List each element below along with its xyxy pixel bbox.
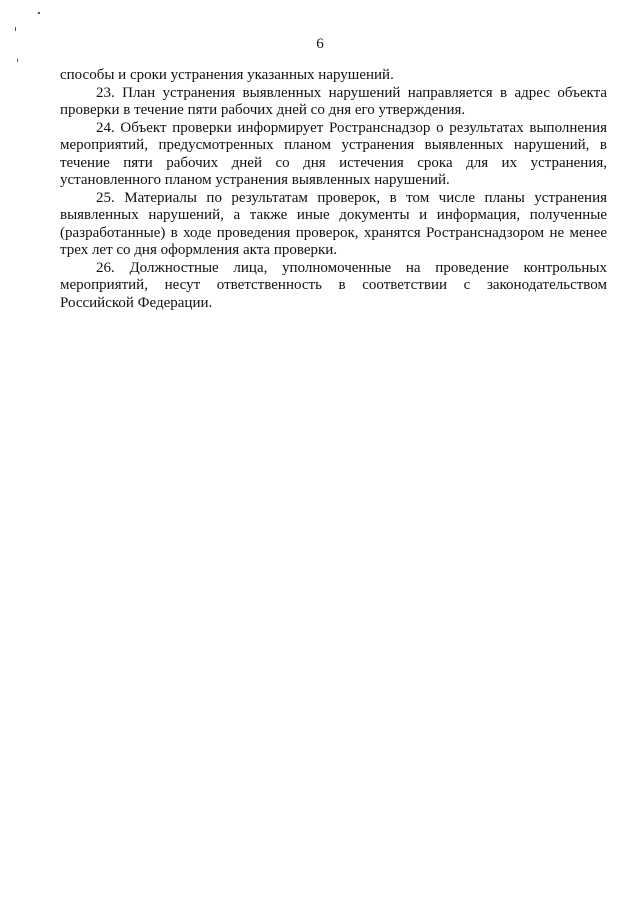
paragraph-continuation: способы и сроки устранения указанных нарушений. [60, 67, 394, 83]
paragraph-25: 25. Материалы по результатам проверок, в том числе планы устранения выявленных нарушений, а также иные документы и информация, полученные (разработанные) в ходе проведения проверок, хранятся Ространснадзором не менее трех лет со дня оформления акта проверки. [60, 189, 607, 258]
scan-artifact-mark [17, 59, 18, 62]
paragraph-24: 24. Объект проверки информирует Ространснадзор о результатах выполнения мероприятий, предусмотренных планом устранения выявленных нарушений, в течение пяти рабочих дней со дня истечения срока для их устранения, установленного планом устранения выявленных нарушений. [60, 119, 607, 188]
page-number: 6 [316, 36, 324, 52]
paragraph-26: 26. Должностные лица, уполномоченные на проведение контрольных мероприятий, несут ответственность в соответствии с законодательством Российской Федерации. [60, 259, 607, 311]
scan-artifact-mark [15, 27, 16, 31]
paragraph-23: 23. План устранения выявленных нарушений направляется в адрес объекта проверки в течение пяти рабочих дней со дня его утверждения. [60, 84, 607, 118]
scan-artifact-mark [38, 12, 40, 14]
document-body [60, 67, 607, 312]
